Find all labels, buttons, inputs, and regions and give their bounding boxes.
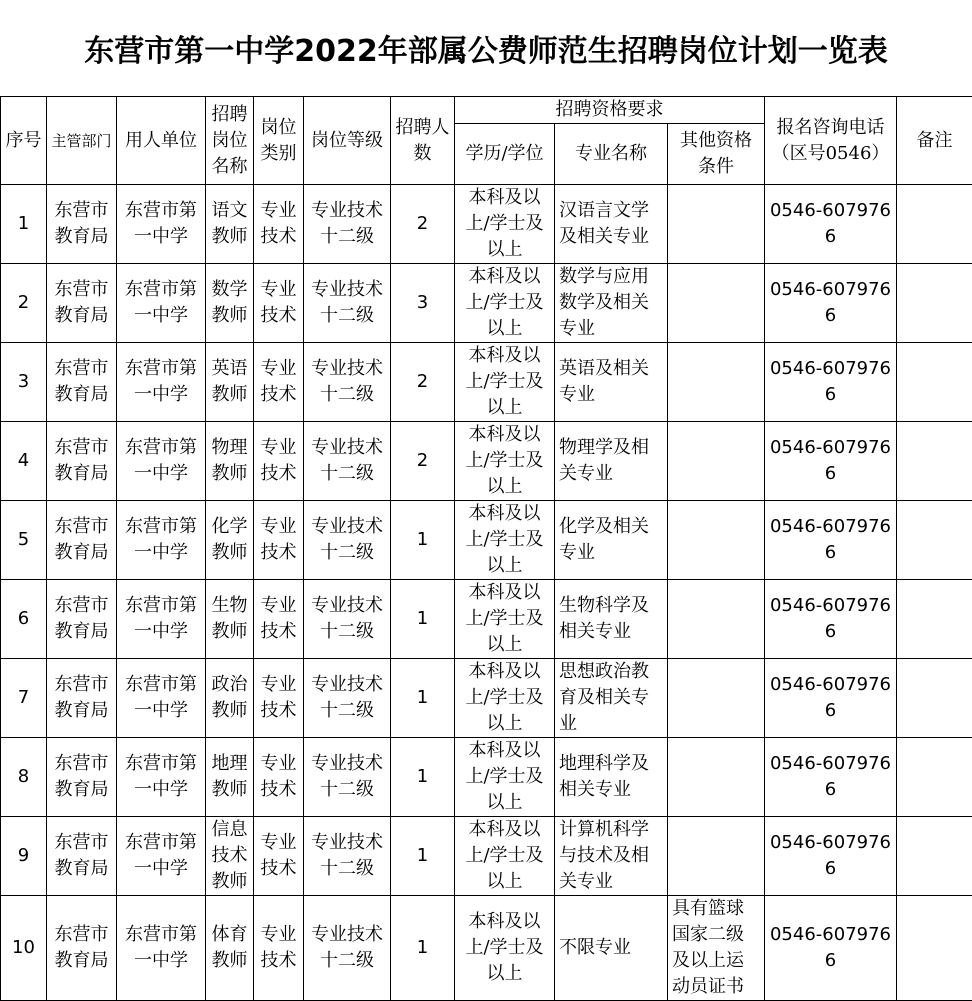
cell-dept: 东营市教育局 <box>47 817 117 896</box>
cell-post-type: 专业技术 <box>254 817 304 896</box>
cell-major: 计算机科学与技术及相关专业 <box>555 817 668 896</box>
cell-count: 2 <box>391 422 455 501</box>
cell-post-level: 专业技术十二级 <box>304 659 391 738</box>
cell-education: 本科及以上/学士及以上 <box>455 896 555 1001</box>
cell-post-name: 化学教师 <box>206 501 254 580</box>
cell-post-level: 专业技术十二级 <box>304 264 391 343</box>
cell-major: 化学及相关专业 <box>555 501 668 580</box>
cell-unit: 东营市第一中学 <box>117 580 206 659</box>
cell-unit: 东营市第一中学 <box>117 659 206 738</box>
cell-major: 地理科学及相关专业 <box>555 738 668 817</box>
cell-unit: 东营市第一中学 <box>117 896 206 1001</box>
table-row <box>1 185 972 264</box>
cell-post-level: 专业技术十二级 <box>304 580 391 659</box>
cell-major: 物理学及相关专业 <box>555 422 668 501</box>
cell-seq: 4 <box>1 422 47 501</box>
cell-other <box>668 817 765 896</box>
cell-other <box>668 580 765 659</box>
header-unit: 用人单位 <box>117 97 206 185</box>
table-row <box>1 659 972 738</box>
cell-unit: 东营市第一中学 <box>117 185 206 264</box>
cell-post-name: 数学教师 <box>206 264 254 343</box>
cell-education: 本科及以上/学士及以上 <box>455 343 555 422</box>
header-dept: 主管部门 <box>47 97 117 185</box>
cell-post-type: 专业技术 <box>254 422 304 501</box>
cell-post-name: 语文教师 <box>206 185 254 264</box>
cell-post-type: 专业技术 <box>254 896 304 1001</box>
cell-post-type: 专业技术 <box>254 580 304 659</box>
cell-post-type: 专业技术 <box>254 185 304 264</box>
header-other: 其他资格条件 <box>668 124 765 185</box>
cell-phone: 0546-6079766 <box>765 738 897 817</box>
cell-remark <box>897 817 972 896</box>
cell-seq: 7 <box>1 659 47 738</box>
cell-dept: 东营市教育局 <box>47 738 117 817</box>
cell-phone: 0546-6079766 <box>765 580 897 659</box>
cell-post-level: 专业技术十二级 <box>304 738 391 817</box>
cell-other <box>668 738 765 817</box>
cell-seq: 10 <box>1 896 47 1001</box>
cell-unit: 东营市第一中学 <box>117 343 206 422</box>
cell-post-type: 专业技术 <box>254 501 304 580</box>
table-row <box>1 501 972 580</box>
cell-post-type: 专业技术 <box>254 659 304 738</box>
cell-seq: 3 <box>1 343 47 422</box>
cell-post-level: 专业技术十二级 <box>304 896 391 1001</box>
cell-education: 本科及以上/学士及以上 <box>455 264 555 343</box>
cell-seq: 1 <box>1 185 47 264</box>
cell-post-name: 英语教师 <box>206 343 254 422</box>
cell-dept: 东营市教育局 <box>47 185 117 264</box>
recruitment-table <box>0 96 972 1001</box>
cell-post-level: 专业技术十二级 <box>304 501 391 580</box>
cell-count: 1 <box>391 580 455 659</box>
cell-count: 3 <box>391 264 455 343</box>
cell-unit: 东营市第一中学 <box>117 264 206 343</box>
cell-major: 英语及相关专业 <box>555 343 668 422</box>
table-row <box>1 422 972 501</box>
table-row <box>1 738 972 817</box>
cell-phone: 0546-6079766 <box>765 817 897 896</box>
cell-major: 生物科学及相关专业 <box>555 580 668 659</box>
cell-other: 具有篮球国家二级及以上运动员证书 <box>668 896 765 1001</box>
cell-education: 本科及以上/学士及以上 <box>455 738 555 817</box>
cell-post-name: 政治教师 <box>206 659 254 738</box>
cell-post-name: 体育教师 <box>206 896 254 1001</box>
cell-remark <box>897 501 972 580</box>
cell-post-type: 专业技术 <box>254 738 304 817</box>
cell-post-level: 专业技术十二级 <box>304 185 391 264</box>
cell-other <box>668 264 765 343</box>
header-post-type: 岗位类别 <box>254 97 304 185</box>
cell-dept: 东营市教育局 <box>47 501 117 580</box>
cell-dept: 东营市教育局 <box>47 659 117 738</box>
header-post-level: 岗位等级 <box>304 97 391 185</box>
header-education: 学历/学位 <box>455 124 555 185</box>
cell-remark <box>897 896 972 1001</box>
cell-dept: 东营市教育局 <box>47 422 117 501</box>
cell-unit: 东营市第一中学 <box>117 422 206 501</box>
cell-post-name: 物理教师 <box>206 422 254 501</box>
cell-unit: 东营市第一中学 <box>117 817 206 896</box>
cell-phone: 0546-6079766 <box>765 264 897 343</box>
header-seq: 序号 <box>1 97 47 185</box>
cell-other <box>668 343 765 422</box>
cell-remark <box>897 659 972 738</box>
cell-phone: 0546-6079766 <box>765 501 897 580</box>
cell-dept: 东营市教育局 <box>47 264 117 343</box>
header-post-name: 招聘岗位名称 <box>206 97 254 185</box>
cell-seq: 6 <box>1 580 47 659</box>
cell-seq: 5 <box>1 501 47 580</box>
cell-count: 2 <box>391 343 455 422</box>
cell-count: 1 <box>391 817 455 896</box>
header-phone: 报名咨询电话（区号0546） <box>765 97 897 185</box>
cell-dept: 东营市教育局 <box>47 343 117 422</box>
table-row <box>1 580 972 659</box>
cell-education: 本科及以上/学士及以上 <box>455 422 555 501</box>
cell-major: 数学与应用数学及相关专业 <box>555 264 668 343</box>
cell-major: 不限专业 <box>555 896 668 1001</box>
cell-other <box>668 659 765 738</box>
page-title: 东营市第一中学2022年部属公费师范生招聘岗位计划一览表 <box>0 0 972 96</box>
cell-major: 汉语言文学及相关专业 <box>555 185 668 264</box>
cell-other <box>668 185 765 264</box>
table-row <box>1 896 972 1001</box>
cell-remark <box>897 343 972 422</box>
cell-education: 本科及以上/学士及以上 <box>455 580 555 659</box>
table-row <box>1 264 972 343</box>
cell-count: 1 <box>391 501 455 580</box>
cell-education: 本科及以上/学士及以上 <box>455 817 555 896</box>
cell-post-name: 生物教师 <box>206 580 254 659</box>
cell-post-name: 地理教师 <box>206 738 254 817</box>
cell-remark <box>897 580 972 659</box>
cell-remark <box>897 422 972 501</box>
cell-other <box>668 501 765 580</box>
cell-post-type: 专业技术 <box>254 264 304 343</box>
cell-unit: 东营市第一中学 <box>117 501 206 580</box>
cell-dept: 东营市教育局 <box>47 580 117 659</box>
table-row <box>1 343 972 422</box>
table-row <box>1 817 972 896</box>
cell-education: 本科及以上/学士及以上 <box>455 659 555 738</box>
cell-phone: 0546-6079766 <box>765 185 897 264</box>
cell-count: 1 <box>391 896 455 1001</box>
cell-post-level: 专业技术十二级 <box>304 817 391 896</box>
cell-dept: 东营市教育局 <box>47 896 117 1001</box>
cell-post-type: 专业技术 <box>254 343 304 422</box>
cell-remark <box>897 185 972 264</box>
cell-remark <box>897 264 972 343</box>
cell-phone: 0546-6079766 <box>765 422 897 501</box>
cell-other <box>668 422 765 501</box>
cell-seq: 9 <box>1 817 47 896</box>
cell-post-level: 专业技术十二级 <box>304 343 391 422</box>
cell-phone: 0546-6079766 <box>765 343 897 422</box>
cell-phone: 0546-6079766 <box>765 896 897 1001</box>
cell-education: 本科及以上/学士及以上 <box>455 185 555 264</box>
cell-seq: 8 <box>1 738 47 817</box>
cell-phone: 0546-6079766 <box>765 659 897 738</box>
header-count: 招聘人数 <box>391 97 455 185</box>
cell-count: 1 <box>391 738 455 817</box>
cell-remark <box>897 738 972 817</box>
cell-count: 1 <box>391 659 455 738</box>
header-major: 专业名称 <box>555 124 668 185</box>
cell-education: 本科及以上/学士及以上 <box>455 501 555 580</box>
header-row-1 <box>1 97 972 124</box>
cell-seq: 2 <box>1 264 47 343</box>
cell-major: 思想政治教育及相关专业 <box>555 659 668 738</box>
cell-post-name: 信息技术教师 <box>206 817 254 896</box>
cell-unit: 东营市第一中学 <box>117 738 206 817</box>
header-qualification-group: 招聘资格要求 <box>455 97 765 124</box>
cell-count: 2 <box>391 185 455 264</box>
header-remark: 备注 <box>897 97 972 185</box>
cell-post-level: 专业技术十二级 <box>304 422 391 501</box>
